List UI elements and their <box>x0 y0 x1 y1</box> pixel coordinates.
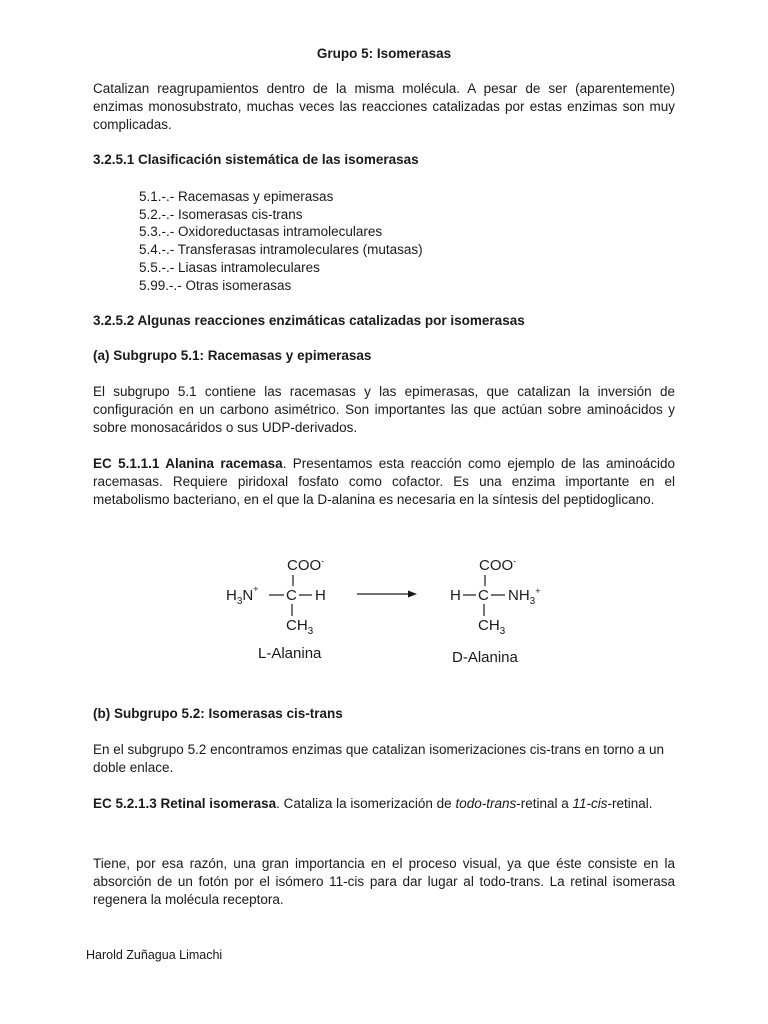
list-item: 5.4.-.- Transferasas intramoleculares (mutasas) <box>139 242 423 258</box>
reaction-arrow <box>357 591 417 598</box>
list-item: 5.2.-.- Isomerasas cis-trans <box>139 206 303 222</box>
ec-retinal-label: EC 5.2.1.3 Retinal isomerasa <box>93 796 277 811</box>
section-heading-classification: 3.2.5.1 Clasificación sistemática de las isomerasas <box>93 152 419 167</box>
central-carbon-label: C <box>478 587 489 604</box>
list-item: 5.5.-.- Liasas intramoleculares <box>139 259 320 275</box>
subgroup-b-heading: (b) Subgrupo 5.2: Isomerasas cis-trans <box>93 706 343 721</box>
ec-retinal-text: -retinal a <box>516 796 573 811</box>
h-label: H <box>315 587 326 604</box>
retinal-isomerase-paragraph <box>93 795 675 813</box>
ec-alanine-text: . Presentamos esta reacción como ejemplo de las aminoácido racemasas. Requiere piridoxal fosfato como cofactor. Es una enzima importante en el metabolismo bacteriano, en el que la D-alanina es necesaria en la síntesis del peptidoglicano. <box>93 456 675 507</box>
ec-alanine-label: EC 5.1.1.1 Alanina racemasa <box>93 456 283 471</box>
coo-label: COO- <box>287 556 325 574</box>
nh3-label: $NH_3^+$ <box>508 586 541 607</box>
classification-list <box>139 188 423 294</box>
l-alanine-structure <box>226 556 326 662</box>
ch3-label: $CH_3$ <box>286 617 314 637</box>
list-item: 5.3.-.- Oxidoreductasas intramoleculares <box>139 224 383 240</box>
h-label: H <box>450 587 461 604</box>
alanine-racemase-paragraph <box>93 455 675 509</box>
footer-author: Harold Zuñagua Limachi <box>86 948 223 962</box>
alanine-racemization-diagram <box>220 550 560 675</box>
d-alanine-label: D-Alanina <box>452 649 518 666</box>
intro-paragraph: Catalizan reagrupamientos dentro de la misma molécula. A pesar de ser (aparentemente) enzimas monosubstrato, muchas veces las reacciones catalizadas por estas enzimas son muy complicadas. <box>93 81 675 132</box>
d-alanine-structure <box>450 556 541 666</box>
list-item: 5.1.-.- Racemasas y epimerasas <box>139 189 334 204</box>
subgroup-a-heading: (a) Subgrupo 5.1: Racemasas y epimerasas <box>93 348 372 363</box>
ch3-label: $CH_3$ <box>478 617 506 637</box>
closing-paragraph: Tiene, por esa razón, una gran importancia en el proceso visual, ya que éste consiste en la absorción de un fotón por el isómero 11-cis para dar lugar al todo-trans. La retinal isomerasa regenera la molécula receptora. <box>93 856 675 907</box>
list-item: 5.99.-.- Otras isomerasas <box>139 277 292 293</box>
ec-retinal-italic: todo-trans <box>455 796 517 811</box>
ec-retinal-italic: 11-cis <box>572 796 608 811</box>
ec-retinal-text: -retinal. <box>607 796 653 811</box>
h3n-label: $H_3N^+$ <box>226 584 259 607</box>
l-alanine-label: L-Alanina <box>258 645 322 662</box>
coo-label: COO- <box>479 556 517 574</box>
document-title: Grupo 5: Isomerasas <box>316 46 452 61</box>
central-carbon-label: C <box>286 587 297 604</box>
subgroup-a-paragraph: El subgrupo 5.1 contiene las racemasas y las epimerasas, que catalizan la inversión de configuración en un carbono asimétrico. Son importantes las que actúan sobre aminoácidos y sobre monosacáridos o sus UDP-derivados. <box>93 384 675 435</box>
section-heading-reactions: 3.2.5.2 Algunas reacciones enzimáticas catalizadas por isomerasas <box>93 313 525 328</box>
subgroup-b-paragraph: En el subgrupo 5.2 encontramos enzimas que catalizan isomerizaciones cis-trans en torno a un doble enlace. <box>93 742 665 775</box>
ec-retinal-text: . Cataliza la isomerización de <box>276 796 456 811</box>
